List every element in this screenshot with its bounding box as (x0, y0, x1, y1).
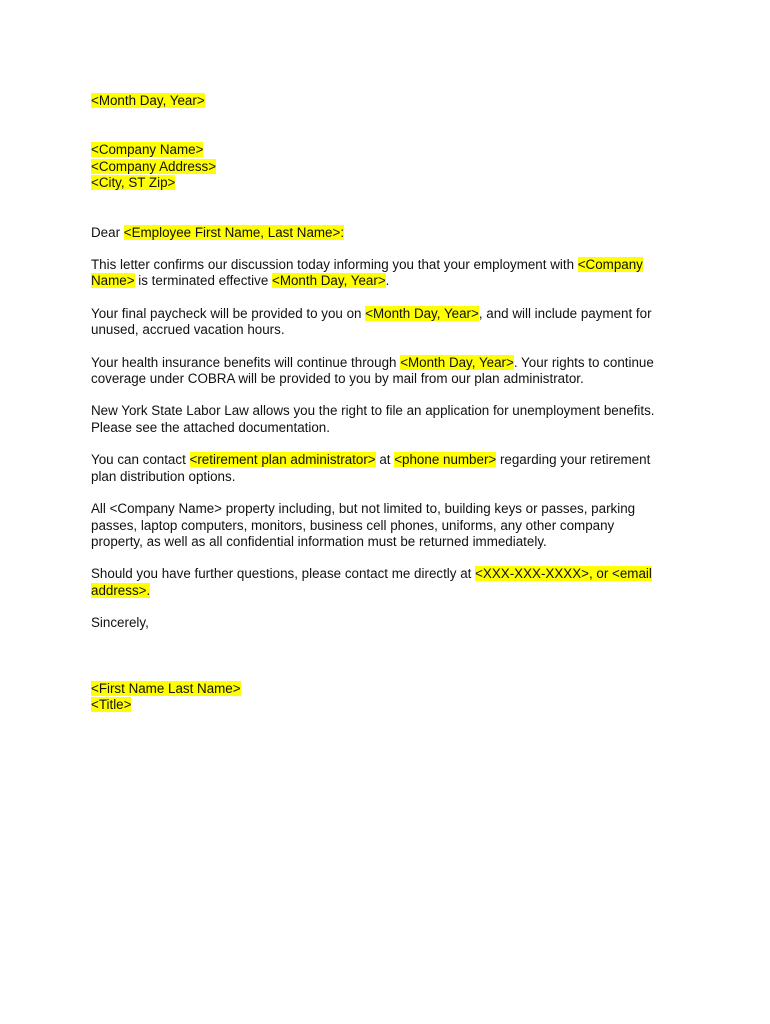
p5-administrator-placeholder: <retirement plan administrator> (189, 452, 376, 468)
company-name-placeholder: <Company Name> (91, 142, 204, 158)
p5-phone-placeholder: <phone number> (394, 452, 497, 468)
p2-line2-text: unused, accrued vacation hours. (91, 322, 285, 338)
p6-line1-text: All <Company Name> property including, but not limited to, building keys or passes, parking (91, 501, 636, 517)
p5-line2-text: plan distribution options. (91, 468, 236, 484)
paragraph-contact (91, 566, 683, 599)
p3-line1-end: . Your rights to continue (513, 354, 654, 370)
p1-line1-text: This letter confirms our discussion today informing you that your employment with (91, 257, 578, 273)
paragraph-termination (91, 257, 683, 290)
p7-contact-placeholder-start: <XXX-XXX-XXXX>, or <email (475, 566, 652, 582)
p1-company-placeholder-end: Name> (91, 273, 135, 289)
paragraph-health-insurance (91, 355, 683, 388)
p7-contact-placeholder-end: address>. (91, 582, 151, 598)
closing (91, 615, 683, 631)
city-state-zip-placeholder: <City, ST Zip> (91, 175, 176, 191)
p4-line1-text: New York State Labor Law allows you the right to file an application for unemployment benefits. (91, 403, 655, 419)
p1-date-placeholder: <Month Day, Year> (272, 273, 386, 289)
paragraph-paycheck (91, 306, 683, 339)
p1-line2-text: is terminated effective (134, 273, 272, 289)
p1-company-placeholder-start: <Company (577, 257, 643, 273)
company-address-placeholder: <Company Address> (91, 158, 217, 174)
closing-text: Sincerely, (91, 615, 149, 631)
paragraph-company-property (91, 501, 683, 550)
p6-line3-text: property, as well as all confidential information must be returned immediately. (91, 533, 547, 549)
date-placeholder: <Month Day, Year> (91, 93, 205, 108)
p3-line2-text: coverage under COBRA will be provided to you by mail from our plan administrator. (91, 371, 584, 387)
p2-line1-text: Your final paycheck will be provided to you on (91, 305, 366, 321)
paragraph-retirement (91, 452, 683, 485)
p2-date-placeholder: <Month Day, Year> (365, 305, 479, 321)
p4-line2-text: Please see the attached documentation. (91, 419, 330, 435)
signature-block (91, 681, 683, 714)
paragraph-unemployment (91, 403, 683, 436)
signer-title-placeholder: <Title> (91, 696, 132, 712)
p3-date-placeholder: <Month Day, Year> (400, 354, 514, 370)
employee-name-placeholder: <Employee First Name, Last Name>: (123, 224, 345, 240)
p1-line2-end: . (385, 273, 390, 289)
salutation-dear: Dear (91, 224, 124, 240)
p6-line2-text: passes, laptop computers, monitors, business cell phones, uniforms, any other company (91, 517, 615, 533)
recipient-address (91, 142, 683, 191)
termination-letter (91, 93, 683, 713)
p3-line1-text: Your health insurance benefits will continue through (91, 354, 401, 370)
p5-line1-end: regarding your retirement (496, 452, 651, 468)
p7-line1-text: Should you have further questions, please contact me directly at (91, 566, 476, 582)
letter-date (91, 93, 683, 109)
p5-line1-mid: at (375, 452, 395, 468)
signer-name-placeholder: <First Name Last Name> (91, 680, 241, 696)
p2-line1-end: , and will include payment for (478, 305, 652, 321)
salutation (91, 225, 683, 241)
p5-line1-text: You can contact (91, 452, 190, 468)
